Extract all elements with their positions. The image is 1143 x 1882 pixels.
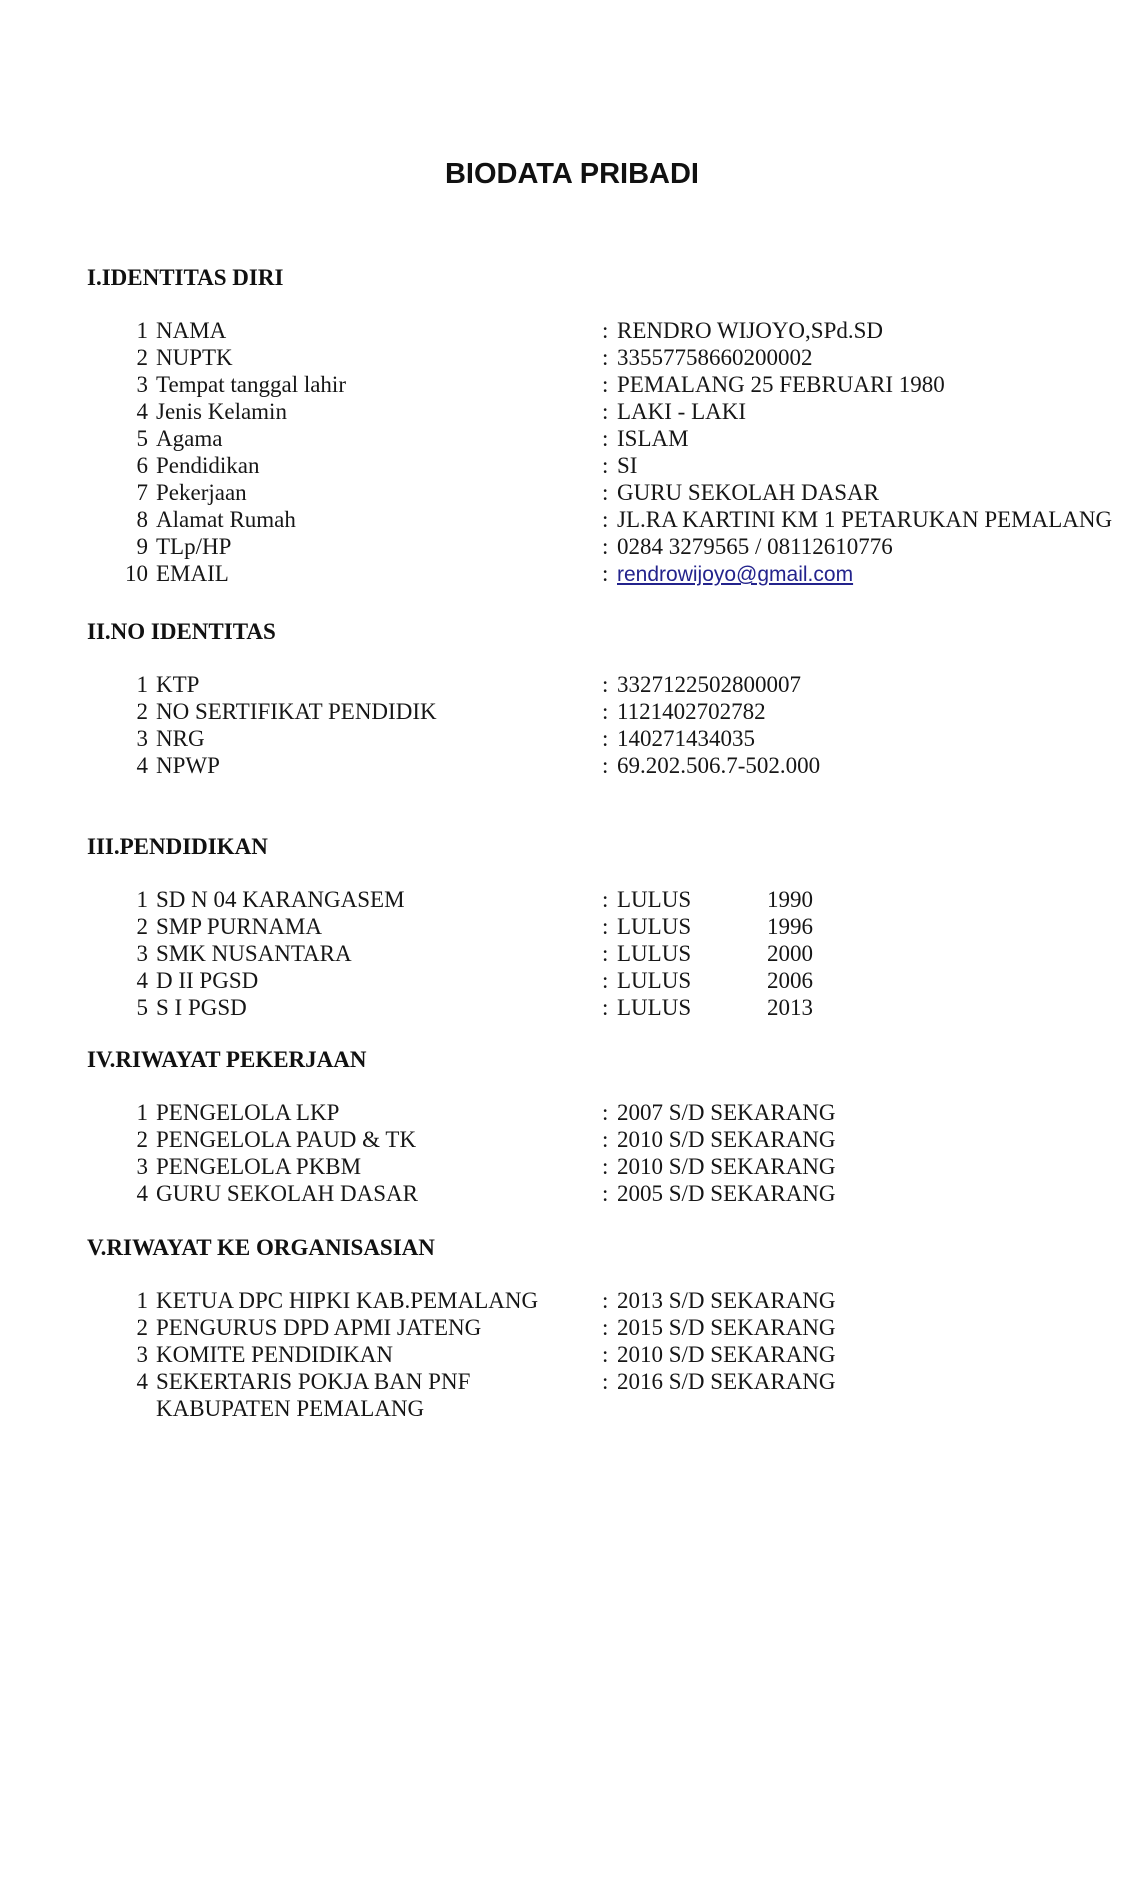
row-value-cell — [602, 344, 813, 371]
row-label-line1: PENGELOLA LKP — [156, 1100, 340, 1125]
row-number: 10 — [125, 561, 148, 586]
row-number: 1 — [136, 672, 148, 697]
graduation-status: LULUS — [617, 941, 692, 966]
table-row — [0, 886, 1143, 913]
row-number: 4 — [136, 968, 148, 993]
row-label — [156, 371, 602, 398]
colon-separator — [602, 967, 617, 994]
section-heading: III.PENDIDIKAN — [87, 834, 268, 859]
row-value-cell — [602, 1368, 836, 1395]
colon-separator — [602, 671, 617, 698]
row-label — [156, 1287, 602, 1314]
colon-separator — [602, 398, 617, 425]
row-number: 2 — [136, 1315, 148, 1340]
row-label — [156, 1180, 602, 1207]
colon-separator — [602, 1368, 617, 1395]
colon-separator — [602, 560, 617, 587]
table-row — [0, 1341, 1143, 1368]
row-value-cell — [602, 671, 801, 698]
row-label — [156, 1341, 602, 1368]
table-row — [0, 452, 1143, 479]
table-row — [0, 317, 1143, 344]
row-value-cell — [602, 479, 879, 506]
colon-separator — [602, 479, 617, 506]
colon-separator — [602, 1153, 617, 1180]
row-label-line1: S I PGSD — [156, 995, 247, 1020]
row-number: 3 — [136, 1154, 148, 1179]
graduation-year: 2013 — [767, 995, 813, 1020]
row-label-line1: NO SERTIFIKAT PENDIDIK — [156, 699, 437, 724]
row-number: 3 — [136, 941, 148, 966]
row-label-line2: KABUPATEN PEMALANG — [156, 1396, 425, 1421]
colon-separator — [602, 994, 617, 1021]
row-value-cell — [602, 886, 813, 913]
row-label-line1: KOMITE PENDIDIKAN — [156, 1342, 393, 1367]
graduation-year: 2000 — [767, 941, 813, 966]
row-value: GURU SEKOLAH DASAR — [617, 480, 879, 505]
table-row — [0, 506, 1143, 533]
row-label — [156, 940, 602, 967]
row-value-cell — [602, 398, 746, 425]
row-value: 2010 S/D SEKARANG — [617, 1127, 836, 1152]
row-label — [156, 425, 602, 452]
row-value: 2010 S/D SEKARANG — [617, 1154, 836, 1179]
table-row — [0, 1153, 1143, 1180]
row-value-cell — [602, 698, 766, 725]
row-value: SI — [617, 453, 638, 478]
colon-separator — [602, 1314, 617, 1341]
sections-container — [0, 264, 1143, 1422]
row-value: 2016 S/D SEKARANG — [617, 1369, 836, 1394]
row-value-cell — [602, 1153, 836, 1180]
row-label — [156, 533, 602, 560]
row-value: RENDRO WIJOYO,SPd.SD — [617, 318, 884, 343]
row-number: 2 — [136, 699, 148, 724]
page-title: BIODATA PRIBADI — [444, 158, 699, 190]
row-value: 33557758660200002 — [617, 345, 813, 370]
section-rows — [0, 317, 1143, 588]
row-label-line1: KTP — [156, 672, 200, 697]
email-link[interactable]: rendrowijoyo@gmail.com — [617, 563, 854, 586]
row-value: 140271434035 — [617, 726, 755, 751]
table-row — [0, 425, 1143, 452]
row-label-line1: Pekerjaan — [156, 480, 247, 505]
table-row — [0, 671, 1143, 698]
table-row — [0, 371, 1143, 398]
row-label-line1: EMAIL — [156, 561, 229, 586]
section-rows — [0, 1287, 1143, 1422]
row-label — [156, 967, 602, 994]
row-value-cell — [602, 371, 945, 398]
row-label — [156, 479, 602, 506]
row-label — [156, 752, 602, 779]
row-value-cell — [602, 752, 820, 779]
row-label — [156, 1099, 602, 1126]
row-label-line1: TLp/HP — [156, 534, 232, 559]
row-number: 2 — [136, 1127, 148, 1152]
section-heading: V.RIWAYAT KE ORGANISASIAN — [87, 1235, 435, 1260]
row-number: 6 — [136, 453, 148, 478]
row-value-cell — [602, 533, 893, 560]
row-label-line1: NUPTK — [156, 345, 233, 370]
colon-separator — [602, 452, 617, 479]
row-label — [156, 1126, 602, 1153]
row-label — [156, 994, 602, 1021]
table-row — [0, 1368, 1143, 1422]
row-label-line1: Pendidikan — [156, 453, 260, 478]
row-label — [156, 671, 602, 698]
table-row — [0, 967, 1143, 994]
row-label-line1: SMK NUSANTARA — [156, 941, 352, 966]
table-row — [0, 560, 1143, 588]
row-label-line1: SEKERTARIS POKJA BAN PNF — [156, 1369, 471, 1394]
row-value-cell — [602, 506, 1112, 533]
row-number: 2 — [136, 914, 148, 939]
row-value: ISLAM — [617, 426, 689, 451]
graduation-status: LULUS — [617, 968, 692, 993]
colon-separator — [602, 371, 617, 398]
section-heading: II.NO IDENTITAS — [87, 619, 276, 644]
row-number: 1 — [136, 1288, 148, 1313]
section-3 — [0, 833, 1143, 1021]
row-number: 9 — [136, 534, 148, 559]
row-value-cell — [602, 940, 813, 967]
row-value-cell — [602, 1287, 836, 1314]
row-label-line1: NRG — [156, 726, 205, 751]
row-label — [156, 1314, 602, 1341]
graduation-status: LULUS — [617, 887, 692, 912]
row-value: PEMALANG 25 FEBRUARI 1980 — [617, 372, 945, 397]
graduation-year: 2006 — [767, 968, 813, 993]
row-label — [156, 506, 602, 533]
row-number: 3 — [136, 372, 148, 397]
table-row — [0, 725, 1143, 752]
row-number: 5 — [136, 426, 148, 451]
row-value-cell — [602, 725, 755, 752]
row-label — [156, 344, 602, 371]
row-label-line1: Jenis Kelamin — [156, 399, 287, 424]
section-heading: IV.RIWAYAT PEKERJAAN — [87, 1047, 367, 1072]
colon-separator — [602, 886, 617, 913]
colon-separator — [602, 533, 617, 560]
colon-separator — [602, 1341, 617, 1368]
colon-separator — [602, 913, 617, 940]
row-label — [156, 1153, 602, 1180]
row-label-line1: Tempat tanggal lahir — [156, 372, 346, 397]
row-value-cell — [602, 1314, 836, 1341]
table-row — [0, 940, 1143, 967]
row-number: 7 — [136, 480, 148, 505]
table-row — [0, 344, 1143, 371]
row-value: JL.RA KARTINI KM 1 PETARUKAN PEMALANG — [617, 507, 1113, 532]
row-label-line1: SD N 04 KARANGASEM — [156, 887, 405, 912]
row-label-line1: Alamat Rumah — [156, 507, 296, 532]
row-value: 2010 S/D SEKARANG — [617, 1342, 836, 1367]
table-row — [0, 1180, 1143, 1207]
section-4 — [0, 1046, 1143, 1207]
table-row — [0, 1099, 1143, 1126]
colon-separator — [602, 725, 617, 752]
section-5 — [0, 1234, 1143, 1422]
row-number: 1 — [136, 318, 148, 343]
row-value-cell — [602, 913, 813, 940]
row-label — [156, 452, 602, 479]
row-label — [156, 1368, 602, 1422]
graduation-year: 1990 — [767, 887, 813, 912]
row-number: 1 — [136, 1100, 148, 1125]
colon-separator — [602, 1287, 617, 1314]
colon-separator — [602, 1126, 617, 1153]
table-row — [0, 1314, 1143, 1341]
section-rows — [0, 886, 1143, 1021]
row-label — [156, 913, 602, 940]
row-label-line1: PENGELOLA PAUD & TK — [156, 1127, 417, 1152]
section-1 — [0, 264, 1143, 588]
colon-separator — [602, 425, 617, 452]
row-label — [156, 317, 602, 344]
colon-separator — [602, 317, 617, 344]
row-value-cell — [602, 994, 813, 1021]
section-heading: I.IDENTITAS DIRI — [87, 265, 284, 290]
row-label-line1: SMP PURNAMA — [156, 914, 322, 939]
table-row — [0, 533, 1143, 560]
row-label — [156, 886, 602, 913]
row-label-line1: D II PGSD — [156, 968, 259, 993]
row-number: 4 — [136, 753, 148, 778]
section-rows — [0, 671, 1143, 779]
row-value: LAKI - LAKI — [617, 399, 747, 424]
row-value-cell — [602, 317, 883, 344]
colon-separator — [602, 1180, 617, 1207]
row-number: 3 — [136, 1342, 148, 1367]
graduation-year: 1996 — [767, 914, 813, 939]
row-value-cell — [602, 967, 813, 994]
row-value: 2007 S/D SEKARANG — [617, 1100, 836, 1125]
row-value-cell — [602, 560, 853, 588]
row-value: 0284 3279565 / 08112610776 — [617, 534, 893, 559]
colon-separator — [602, 940, 617, 967]
colon-separator — [602, 344, 617, 371]
row-value-cell — [602, 1341, 836, 1368]
row-label-line1: PENGURUS DPD APMI JATENG — [156, 1315, 482, 1340]
colon-separator — [602, 1099, 617, 1126]
row-label-line1: NPWP — [156, 753, 220, 778]
row-value: 3327122502800007 — [617, 672, 801, 697]
row-value-cell — [602, 1099, 836, 1126]
row-number: 3 — [136, 726, 148, 751]
row-number: 2 — [136, 345, 148, 370]
graduation-status: LULUS — [617, 995, 692, 1020]
row-value-cell — [602, 425, 689, 452]
row-value: 69.202.506.7-502.000 — [617, 753, 821, 778]
table-row — [0, 752, 1143, 779]
row-label-line1: NAMA — [156, 318, 227, 343]
row-label-line1: Agama — [156, 426, 223, 451]
row-label — [156, 725, 602, 752]
row-number: 4 — [136, 1369, 148, 1394]
section-2 — [0, 618, 1143, 779]
row-label — [156, 398, 602, 425]
row-number: 4 — [136, 399, 148, 424]
row-label-line1: KETUA DPC HIPKI KAB.PEMALANG — [156, 1288, 539, 1313]
colon-separator — [602, 506, 617, 533]
table-row — [0, 398, 1143, 425]
table-row — [0, 1287, 1143, 1314]
row-number: 1 — [136, 887, 148, 912]
section-rows — [0, 1099, 1143, 1207]
graduation-status: LULUS — [617, 914, 692, 939]
row-label — [156, 560, 602, 587]
table-row — [0, 913, 1143, 940]
row-value: 2005 S/D SEKARANG — [617, 1181, 836, 1206]
table-row — [0, 479, 1143, 506]
row-value: 1121402702782 — [617, 699, 766, 724]
row-value: 2013 S/D SEKARANG — [617, 1288, 836, 1313]
table-row — [0, 1126, 1143, 1153]
row-value-cell — [602, 452, 637, 479]
row-label-line1: PENGELOLA PKBM — [156, 1154, 362, 1179]
table-row — [0, 994, 1143, 1021]
table-row — [0, 698, 1143, 725]
colon-separator — [602, 698, 617, 725]
row-value: 2015 S/D SEKARANG — [617, 1315, 836, 1340]
row-number: 4 — [136, 1181, 148, 1206]
row-number: 8 — [136, 507, 148, 532]
row-label — [156, 698, 602, 725]
row-number: 5 — [136, 995, 148, 1020]
colon-separator — [602, 752, 617, 779]
row-label-line1: GURU SEKOLAH DASAR — [156, 1181, 418, 1206]
row-value-cell — [602, 1180, 836, 1207]
row-value-cell — [602, 1126, 836, 1153]
